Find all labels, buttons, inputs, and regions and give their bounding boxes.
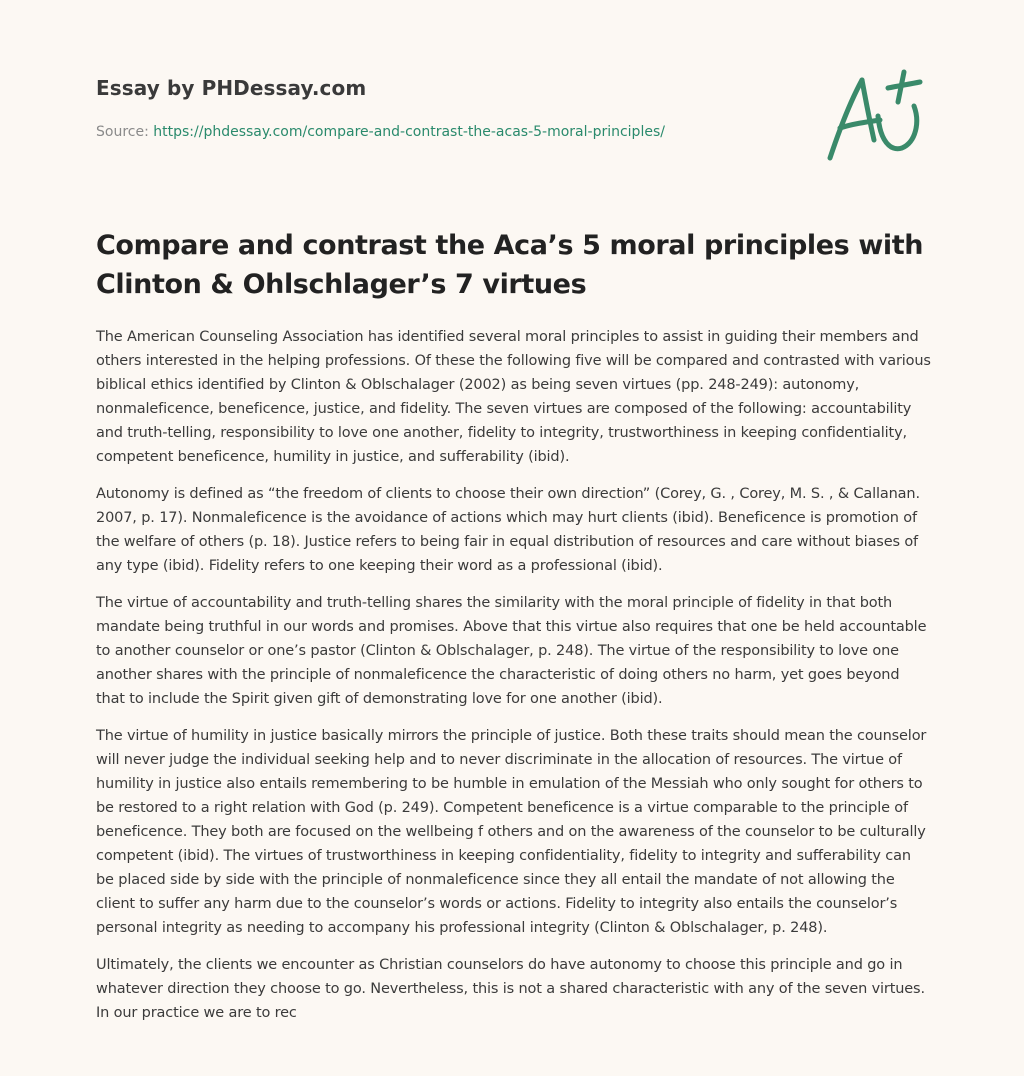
site-title: Essay by PHDessay.com xyxy=(96,76,367,100)
paragraph: Ultimately, the clients we encounter as Christian counselors do have autonomy to choose this principle and go in whatever direction they choose to go. Nevertheless, this is not a shared characteristic with any of the seven virtues. In our practice we are to rec xyxy=(96,957,925,1021)
source-line xyxy=(96,124,796,140)
source-link[interactable]: https://phdessay.com/compare-and-contrast-the-acas-5-moral-principles/ xyxy=(153,124,665,140)
a-plus-logo-icon xyxy=(818,66,928,166)
essay-title: Compare and contrast the Aca’s 5 moral principles with Clinton & Ohlschlager’s 7 virtues xyxy=(96,230,924,300)
page-header xyxy=(96,76,796,140)
source-label: Source: xyxy=(96,124,149,140)
paragraph: Autonomy is defined as “the freedom of clients to choose their own direction” (Corey, G. , Corey, M. S. , & Callanan. 2007, p. 17). Nonmaleficence is the avoidance of actions which may hurt clients (ibid). Beneficence is promotion of the welfare of others (p. 18). Justice refers to being fair in equal distribution of resources and care without biases of any type (ibid). Fidelity refers to one keeping their word as a professional (ibid). xyxy=(96,486,920,574)
paragraph: The virtue of accountability and truth-telling shares the similarity with the moral principle of fidelity in that both mandate being truthful in our words and promises. Above that this virtue also requires that one be held accountable to another counselor or one’s pastor (Clinton & Oblschalager, p. 248). The virtue of the responsibility to love one another shares with the principle of nonmaleficence the characteristic of doing others no harm, yet goes beyond that to include the Spirit given gift of demonstrating love for one another (ibid). xyxy=(96,595,927,707)
paragraph: The American Counseling Association has identified several moral principles to assist in guiding their members and others interested in the helping professions. Of these the following five will be compared and contrasted with various biblical ethics identified by Clinton & Oblschalager (2002) as being seven virtues (pp. 248-249): autonomy, nonmaleficence, beneficence, justice, and fidelity. The seven virtues are composed of the following: accountability and truth-telling, responsibility to love one another, fidelity to integrity, trustworthiness in keeping confidentiality, competent beneficence, humility in justice, and sufferability (ibid). xyxy=(96,329,931,465)
essay-body xyxy=(96,325,932,1038)
paragraph: The virtue of humility in justice basically mirrors the principle of justice. Both these traits should mean the counselor will never judge the individual seeking help and to never discriminate in the allocation of resources. The virtue of humility in justice also entails remembering to be humble in emulation of the Messiah who only sought for others to be restored to a right relation with God (p. 249). Competent beneficence is a virtue comparable to the principle of beneficence. They both are focused on the wellbeing f others and on the awareness of the counselor to be culturally competent (ibid). The virtues of trustworthiness in keeping confidentiality, fidelity to integrity and sufferability can be placed side by side with the principle of nonmaleficence since they all entail the mandate of not allowing the client to suffer any harm due to the counselor’s words or actions. Fidelity to integrity also entails the counselor’s personal integrity as needing to accompany his professional integrity (Clinton & Oblschalager, p. 248). xyxy=(96,728,927,936)
